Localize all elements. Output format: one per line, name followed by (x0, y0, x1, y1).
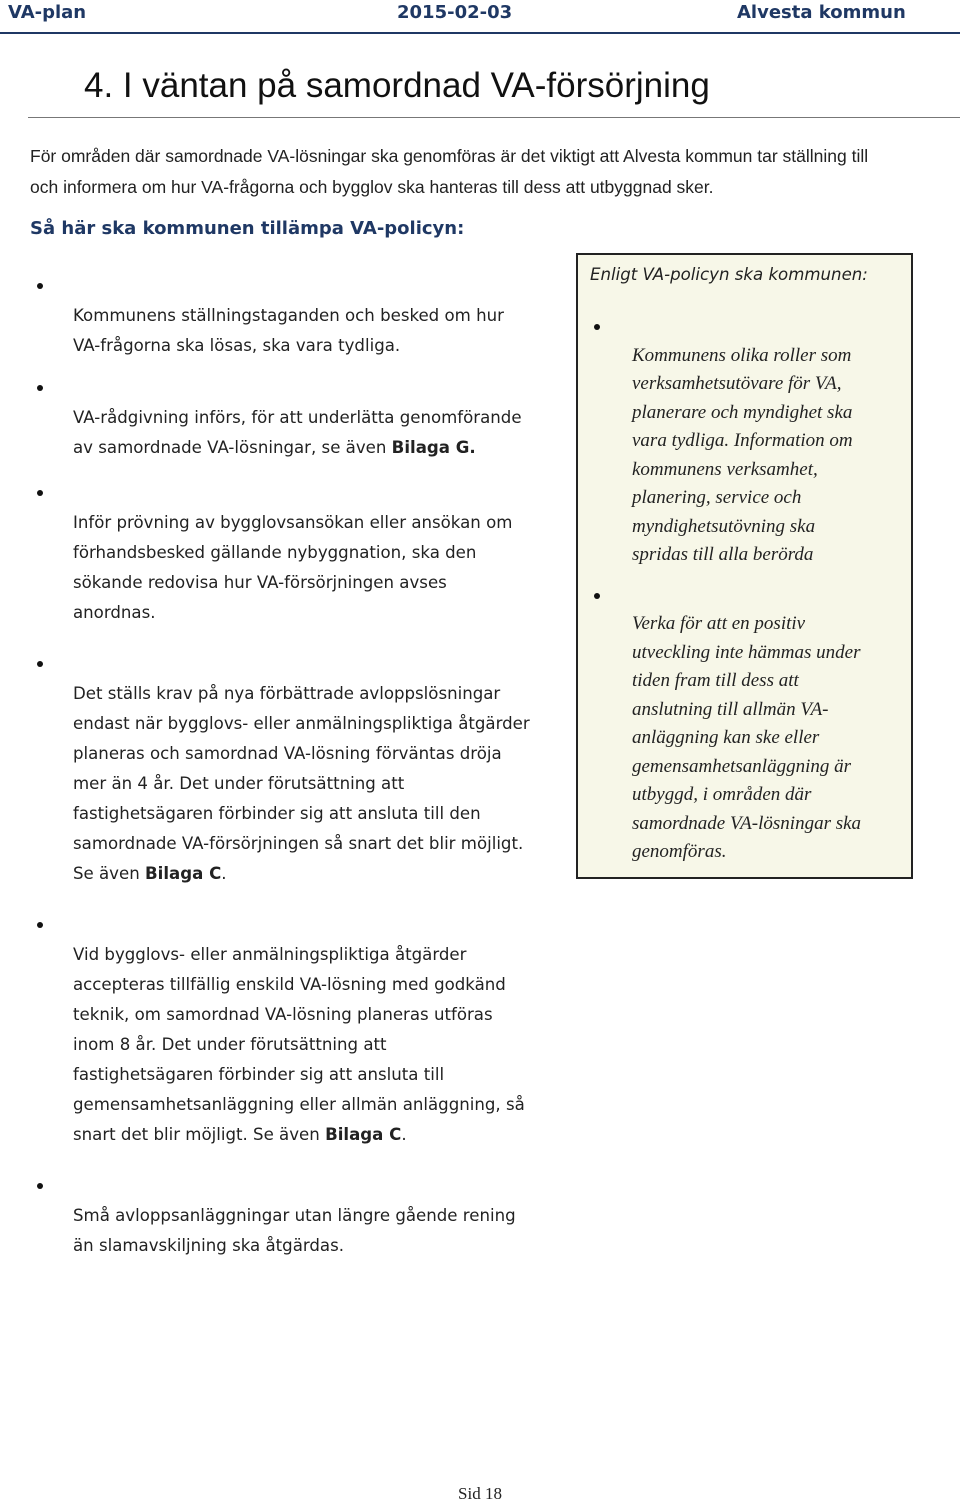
intro-paragraph: För områden där samordnade VA-lösningar ska genomföras är det viktigt att Alvesta kommun tar ställning till och informera om hur VA-frågorna och bygglov ska hanteras till dess att utbyggnad sker. (30, 146, 869, 197)
policy-application-list (30, 271, 570, 1261)
list-item (30, 1171, 570, 1261)
list-item-reference: Bilaga C (325, 1125, 402, 1144)
policy-box-list (590, 313, 902, 867)
list-item-suffix: . (401, 1125, 407, 1144)
list-item-reference: Bilaga G. (391, 438, 476, 457)
list-item-text: Vid bygglovs- eller anmälningspliktiga åtgärder accepteras tillfällig enskild VA-lösning med godkänd teknik, om samordnad VA-lösning planeras utföras inom 8 år. Det under förutsättning att fastighetsägaren förbinder sig att ansluta till gemensamhetsanläggning eller allmän anläggning, så snart det blir möjligt. Se även (73, 945, 525, 1144)
policy-box-item-text: Verka för att en positiv utveckling inte hämmas under tiden fram till dess att anslutning till allmän VA- anläggning kan ske eller gemensamhetsanläggning är utbyggd, i områden där samordnade VA-lösningar ska genomföras. (632, 613, 862, 862)
bullet-icon (37, 283, 43, 289)
list-item-text: Det ställs krav på nya förbättrade avloppslösningar endast när bygglovs- eller anmälningspliktiga åtgärder planeras och samordnad VA-lösning förväntas dröja mer än 4 år. Det under förutsättning att fastighetsägaren förbinder sig att ansluta till den samordnade VA-försörjningen så snart det blir möjligt. Se även (73, 684, 530, 883)
list-item-suffix: . (221, 864, 227, 883)
bullet-icon (37, 922, 43, 928)
subheading: Så här ska kommunen tillämpa VA-policyn: (30, 218, 465, 239)
list-item (30, 910, 570, 1150)
bullet-icon (594, 324, 600, 330)
policy-box-item (590, 582, 902, 867)
list-item-text: Små avloppsanläggningar utan längre gående rening än slamavskiljning ska åtgärdas. (73, 1206, 516, 1255)
bullet-icon (37, 385, 43, 391)
header-municipality: Alvesta kommun (737, 2, 906, 23)
header-doc-name: VA-plan (8, 2, 87, 23)
list-item (30, 373, 570, 463)
list-item (30, 478, 570, 628)
list-item-text: Kommunens ställningstaganden och besked om hur VA-frågorna ska lösas, ska vara tydliga. (73, 306, 504, 355)
title-rule (28, 117, 960, 118)
section-title: 4. I väntan på samordnad VA-försörjning (84, 66, 710, 105)
header-rule (0, 32, 960, 34)
page-header (0, 0, 960, 28)
page-number: Sid 18 (458, 1484, 502, 1503)
bullet-icon (37, 661, 43, 667)
policy-box-item (590, 313, 902, 570)
list-item (30, 271, 570, 361)
list-item-reference: Bilaga C (145, 864, 222, 883)
policy-box-item-text: Kommunens olika roller som verksamhetsutövare för VA, planerare och myndighet ska vara tydliga. Information om kommunens verksamhet, planering, service och myndighetsutövning ska spridas till alla berörda (632, 344, 853, 565)
header-date: 2015-02-03 (397, 2, 513, 23)
policy-box (576, 253, 913, 879)
bullet-icon (37, 490, 43, 496)
bullet-icon (37, 1183, 43, 1189)
policy-box-title: Enligt VA-policyn ska kommunen: (590, 265, 868, 284)
list-item-text: VA-rådgivning införs, för att underlätta genomförande av samordnade VA-lösningar, se även (73, 408, 522, 457)
bullet-icon (594, 593, 600, 599)
list-item (30, 649, 570, 889)
list-item-text: Inför prövning av bygglovsansökan eller ansökan om förhandsbesked gällande nybyggnation, ska den sökande redovisa hur VA-försörjningen avses anordnas. (73, 513, 513, 622)
